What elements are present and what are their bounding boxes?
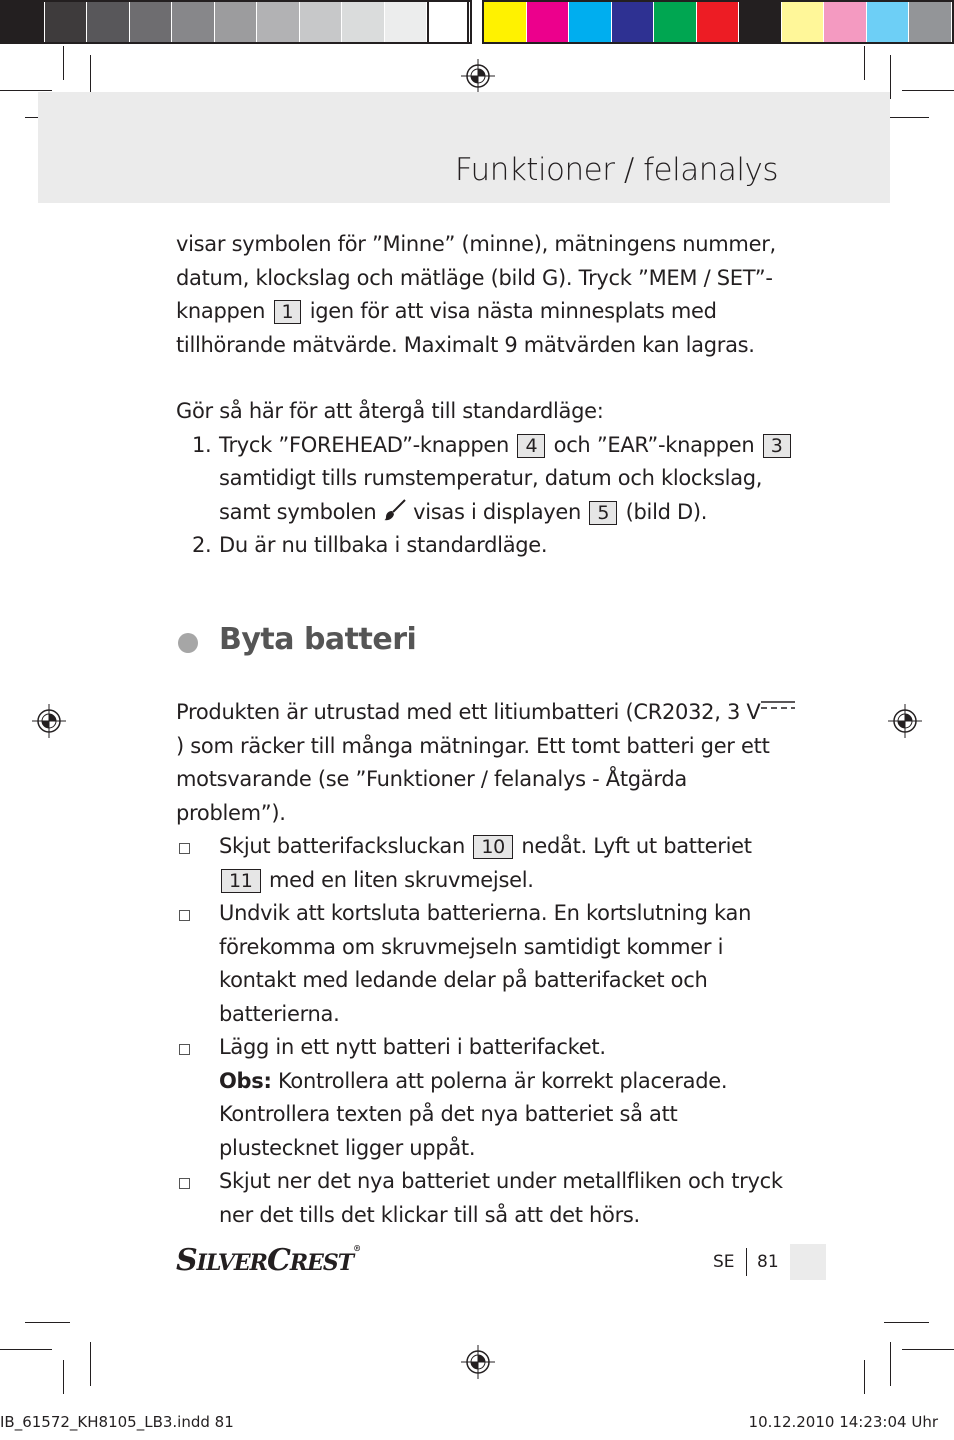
step-text: (bild D). (625, 499, 708, 524)
section-bullet-icon (178, 633, 198, 653)
crop-mark (884, 117, 929, 118)
checkbox-icon (179, 843, 190, 854)
checkbox-icon (179, 1178, 190, 1189)
color-bar-frame (482, 0, 954, 44)
battery-steps (176, 830, 796, 1232)
checklist-text: nedåt. Lyft ut batteriet (521, 834, 752, 858)
ref-number: 11 (221, 869, 261, 893)
slug-datetime: 10.12.2010 14:23:04 Uhr (748, 1413, 938, 1431)
section-heading: Byta batteri (219, 622, 417, 657)
crop-mark (90, 1342, 91, 1386)
footer-language: SE (713, 1252, 735, 1272)
slug-filename: IB_61572_KH8105_LB3.indd 81 (0, 1413, 234, 1431)
step-text: Tryck ”FOREHEAD”-knappen (219, 432, 510, 457)
checklist-text: Lägg in ett nytt batteri i batterifacket. (219, 1035, 606, 1059)
ref-number: 5 (589, 501, 617, 525)
note-label: Obs: (219, 1068, 272, 1093)
checklist-item (176, 897, 796, 1031)
checklist-item (176, 1165, 796, 1232)
registration-mark-icon (460, 1344, 496, 1380)
intro-text: visar symbolen för ”Minne” (minne), mätningens nummer, datum, klockslag och mätläge (bild G). Tryck ”MEM / SET”-knappen (176, 232, 776, 323)
crop-mark (864, 1360, 865, 1394)
crop-mark (63, 1360, 64, 1394)
standard-mode-block (176, 395, 796, 563)
note-text: Kontrollera att polerna är korrekt placerade. Kontrollera texten på det nya batteriet så att plustecknet ligger uppåt. (219, 1068, 728, 1160)
battery-intro-text: Produkten är utrustad med ett litiumbatteri (CR2032, 3 V (176, 700, 761, 724)
crop-mark (0, 1349, 52, 1350)
step-text: samtidigt tills rumstemperatur, datum och klockslag, samt symbolen (219, 466, 763, 524)
crop-mark (884, 1322, 929, 1323)
step-number: 2. (192, 533, 212, 557)
step-text: Du är nu tillbaka i standardläge. (219, 533, 548, 557)
page-number: 81 (757, 1252, 779, 1272)
crop-mark (890, 55, 891, 99)
checkbox-icon (179, 1044, 190, 1055)
registration-mark-icon (31, 703, 67, 739)
brush-symbol-icon (383, 499, 407, 521)
silvercrest-logo: SILVERCREST® (176, 1243, 361, 1278)
step-item (176, 529, 796, 563)
step-item (176, 429, 796, 530)
steps-list (176, 429, 796, 563)
battery-section (176, 696, 796, 1232)
registration-mark-icon (460, 58, 496, 94)
ref-number: 3 (763, 434, 791, 458)
page-title: Funktioner / felanalys (454, 152, 778, 188)
footer-divider (746, 1248, 747, 1276)
crop-mark (25, 1322, 70, 1323)
ref-number: 1 (274, 300, 302, 324)
color-bar-frame (0, 0, 472, 44)
checklist-text: med en liten skruvmejsel. (268, 867, 534, 892)
ref-number: 4 (517, 434, 545, 458)
ref-number: 10 (473, 835, 513, 859)
crop-mark (902, 90, 954, 91)
crop-mark (63, 46, 64, 80)
checklist-text: Skjut batterifacksluckan (219, 834, 465, 858)
dc-symbol-icon (761, 700, 795, 710)
crop-mark (864, 46, 865, 80)
crop-mark (0, 90, 52, 91)
registration-mark-icon (887, 703, 923, 739)
step-number: 1. (192, 432, 212, 457)
checklist-text: Skjut ner det nya batteriet under metallfliken och tryck ner det tills det klickar till så att det hörs. (219, 1169, 783, 1227)
step-text: visas i displayen (413, 499, 582, 524)
footer-tab (790, 1244, 826, 1280)
crop-mark (902, 1349, 954, 1350)
crop-mark (890, 1342, 891, 1386)
step-text: och ”EAR”-knappen (553, 432, 755, 457)
standard-mode-lead: Gör så här för att återgå till standardläge: (176, 399, 604, 423)
checklist-item (176, 1031, 796, 1165)
checklist-item (176, 830, 796, 897)
intro-text: igen för att visa nästa minnesplats med tillhörande mätvärde. Maximalt 9 mätvärden kan lagras. (176, 299, 755, 357)
battery-intro-text: ) som räcker till många mätningar. Ett tomt batteri ger ett motsvarande (se ”Funktioner / felanalys - Åtgärda problem”). (176, 733, 770, 825)
battery-intro (176, 696, 796, 830)
intro-paragraph (176, 228, 796, 362)
checklist-text: Undvik att kortsluta batterierna. En kortslutning kan förekomma om skruvmejseln samtidigt kommer i kontakt med ledande delar på batterifacket och batterierna. (219, 901, 752, 1026)
checkbox-icon (179, 910, 190, 921)
